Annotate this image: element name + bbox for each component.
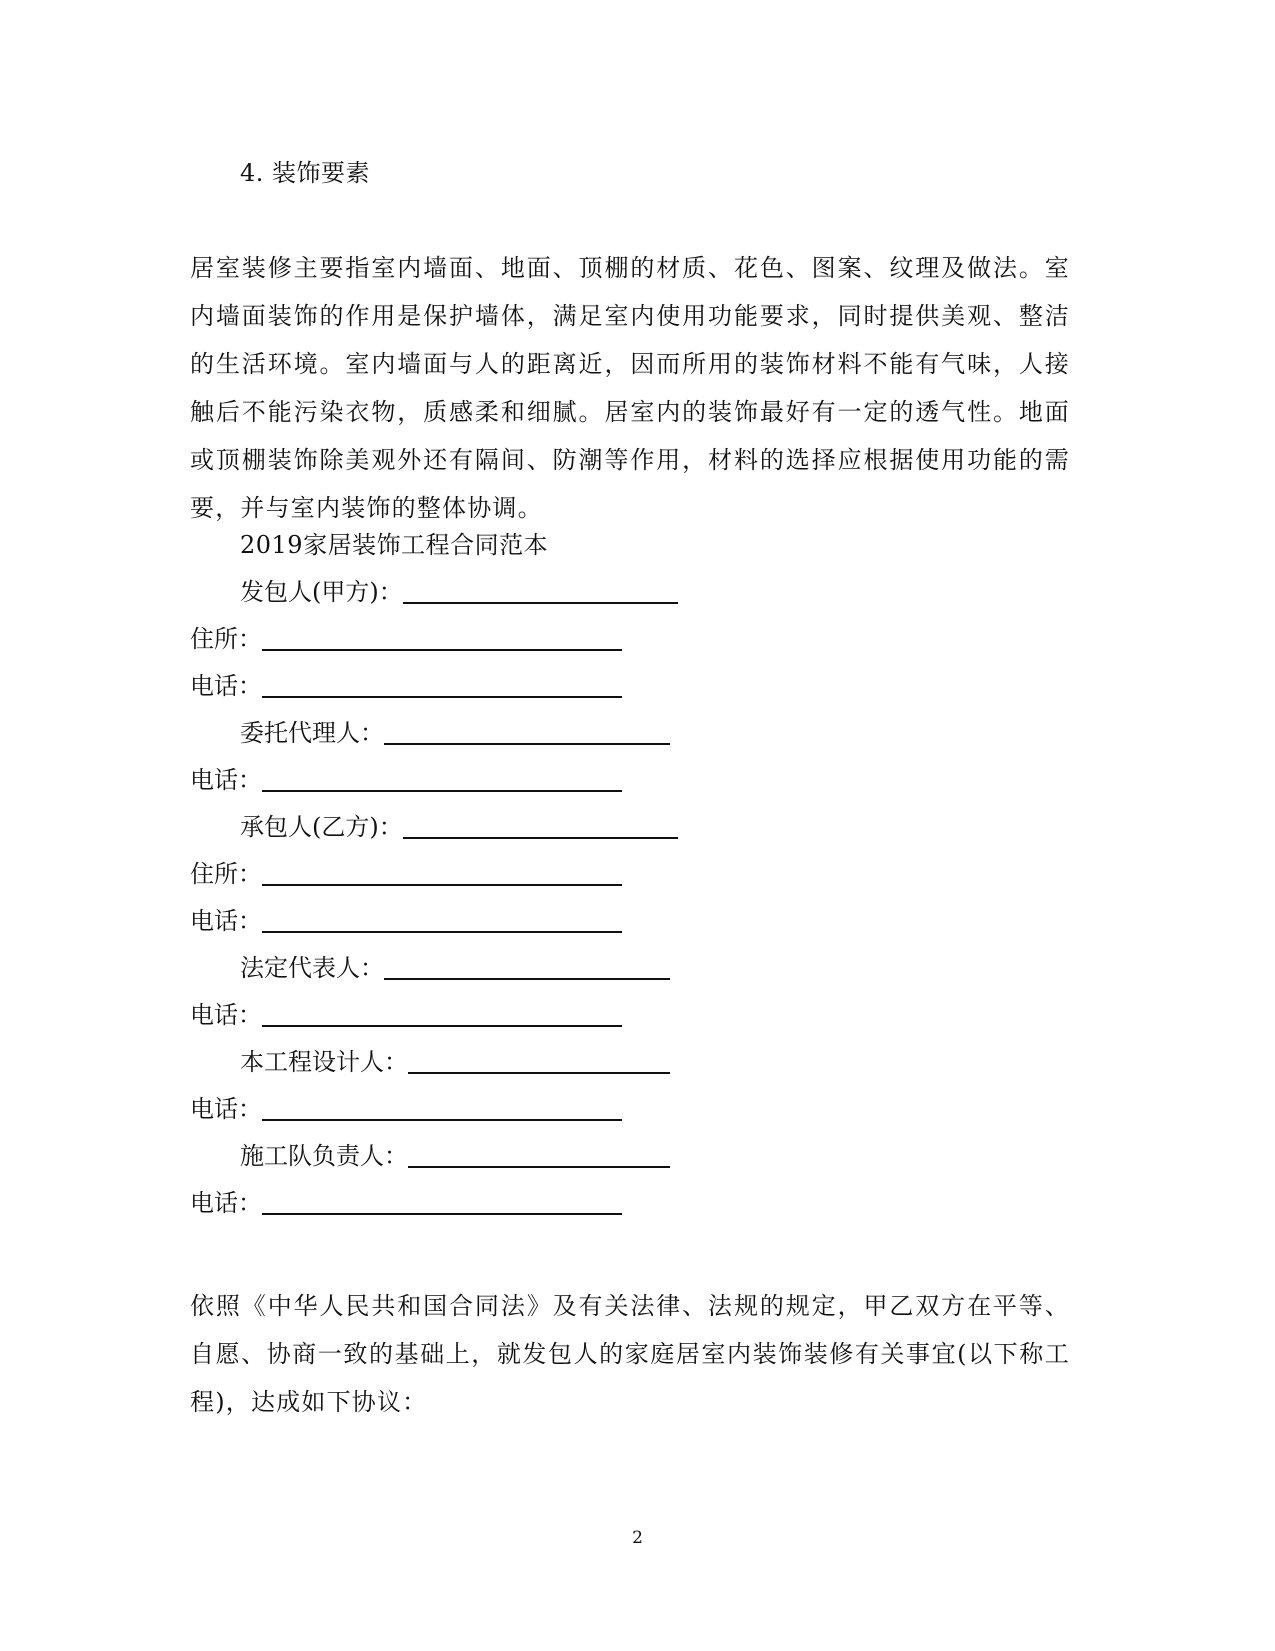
fill-in-blank[interactable] xyxy=(262,672,622,698)
field-label: 本工程设计人： xyxy=(240,1048,408,1076)
form-field-employer xyxy=(240,577,678,607)
form-field-phone xyxy=(190,906,622,936)
fill-in-blank[interactable] xyxy=(262,860,622,886)
fill-in-blank[interactable] xyxy=(262,1001,622,1027)
fill-in-blank[interactable] xyxy=(262,1189,622,1215)
field-label: 电话： xyxy=(190,907,262,935)
form-field-agent xyxy=(240,718,670,748)
form-field-designer xyxy=(240,1047,670,1077)
form-field-phone xyxy=(190,671,622,701)
contract-title: 2019家居装饰工程合同范本 xyxy=(240,531,549,559)
form-field-phone xyxy=(190,1094,622,1124)
form-field-address xyxy=(190,624,622,654)
form-field-contractor xyxy=(240,812,678,842)
field-label: 委托代理人： xyxy=(240,719,384,747)
field-label: 电话： xyxy=(190,1001,262,1029)
fill-in-blank[interactable] xyxy=(408,1048,670,1074)
fill-in-blank[interactable] xyxy=(384,719,670,745)
fill-in-blank[interactable] xyxy=(408,1142,670,1168)
section-heading: 4. 装饰要素 xyxy=(240,159,371,187)
form-field-team-lead xyxy=(240,1141,670,1171)
form-field-address xyxy=(190,859,622,889)
fill-in-blank[interactable] xyxy=(262,766,622,792)
form-field-legal-rep xyxy=(240,953,670,983)
fill-in-blank[interactable] xyxy=(384,954,670,980)
field-label: 住所： xyxy=(190,625,262,653)
field-label: 电话： xyxy=(190,672,262,700)
field-label: 电话： xyxy=(190,1095,262,1123)
agreement-paragraph: 依照《中华人民共和国合同法》及有关法律、法规的规定，甲乙双方在平等、自愿、协商一致的基础上，就发包人的家庭居室内装饰装修有关事宜(以下称工程)，达成如下协议： xyxy=(190,1292,1070,1416)
field-label: 电话： xyxy=(190,1189,262,1217)
fill-in-blank[interactable] xyxy=(403,578,678,604)
form-field-phone xyxy=(190,1188,622,1218)
field-label: 承包人(乙方)： xyxy=(240,813,403,841)
field-label: 施工队负责人： xyxy=(240,1142,408,1170)
field-label: 住所： xyxy=(190,860,262,888)
field-label: 发包人(甲方)： xyxy=(240,578,403,606)
fill-in-blank[interactable] xyxy=(262,625,622,651)
field-label: 电话： xyxy=(190,766,262,794)
page-number: 2 xyxy=(632,1528,643,1548)
fill-in-blank[interactable] xyxy=(403,813,678,839)
fill-in-blank[interactable] xyxy=(262,1095,622,1121)
fill-in-blank[interactable] xyxy=(262,907,622,933)
form-field-phone xyxy=(190,1000,622,1030)
form-field-phone xyxy=(190,765,622,795)
field-label: 法定代表人： xyxy=(240,954,384,982)
intro-paragraph: 居室装修主要指室内墙面、地面、顶棚的材质、花色、图案、纹理及做法。室内墙面装饰的作用是保护墙体，满足室内使用功能要求，同时提供美观、整洁的生活环境。室内墙面与人的距离近，因而所用的装饰材料不能有气味，人接触后不能污染衣物，质感柔和细腻。居室内的装饰最好有一定的透气性。地面或顶棚装饰除美观外还有隔间、防潮等作用，材料的选择应根据使用功能的需要，并与室内装饰的整体协调。 xyxy=(190,254,1070,522)
